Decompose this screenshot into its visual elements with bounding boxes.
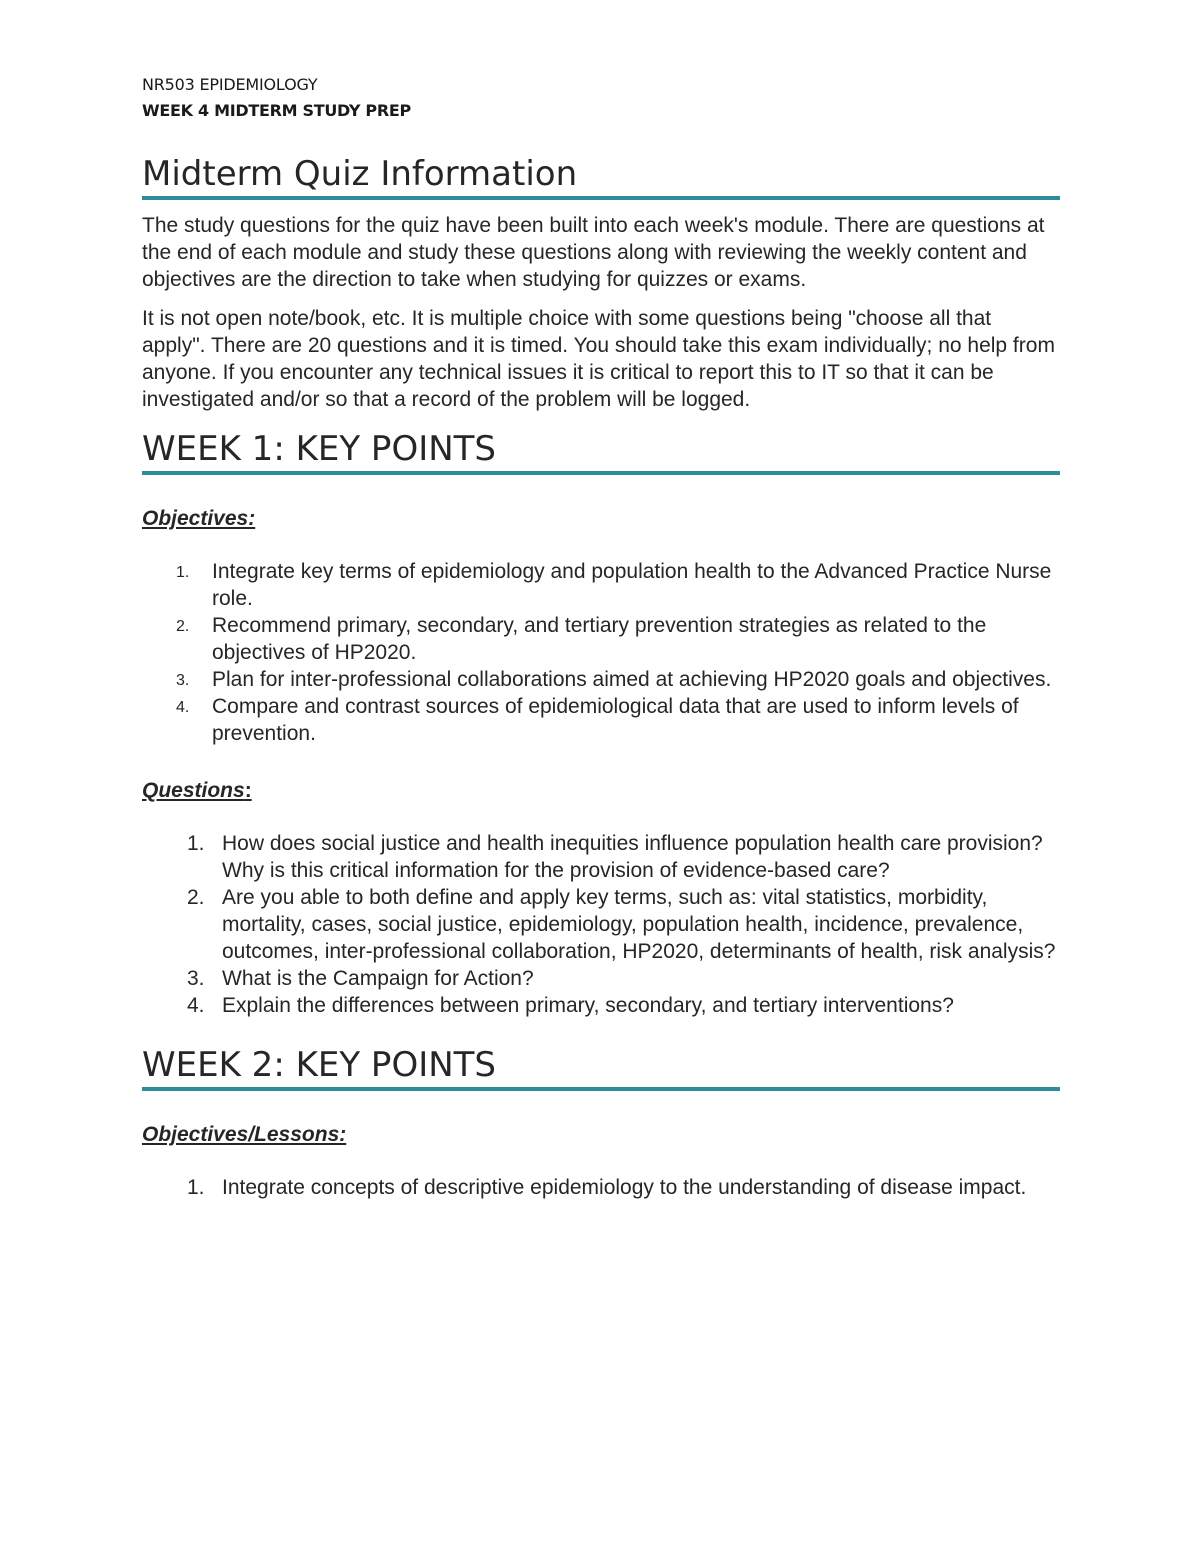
list-item bbox=[142, 830, 1060, 884]
list-number: 4. bbox=[176, 699, 190, 716]
list-item-text: Integrate concepts of descriptive epidemiology to the understanding of disease impact. bbox=[222, 1176, 1027, 1199]
list-number: 1. bbox=[187, 1176, 205, 1199]
week1-questions-list bbox=[142, 830, 1060, 1019]
list-item bbox=[142, 693, 1060, 747]
midterm-heading: Midterm Quiz Information bbox=[142, 154, 1060, 200]
list-item bbox=[142, 1174, 1060, 1201]
list-item bbox=[142, 612, 1060, 666]
list-number: 2. bbox=[187, 886, 205, 909]
list-item-text: What is the Campaign for Action? bbox=[222, 967, 534, 990]
list-item-text: Integrate key terms of epidemiology and population health to the Advanced Practice Nurse role. bbox=[212, 560, 1052, 610]
questions-label-colon: : bbox=[244, 779, 252, 802]
week2-heading: WEEK 2: KEY POINTS bbox=[142, 1045, 1060, 1091]
course-header: NR503 EPIDEMIOLOGY bbox=[142, 75, 318, 94]
list-item-text: Compare and contrast sources of epidemiological data that are used to inform levels of prevention. bbox=[212, 695, 1019, 745]
midterm-paragraph-1: The study questions for the quiz have been built into each week's module. There are questions at the end of each module and study these questions along with reviewing the weekly content and objectives are the direction to take when studying for quizzes or exams. bbox=[142, 214, 1045, 291]
list-item-text: Are you able to both define and apply key terms, such as: vital statistics, morbidity, mortality, cases, social justice, epidemiology, population health, incidence, prevalence, outcomes, inter-professional collaboration, HP2020, determinants of health, risk analysis? bbox=[222, 886, 1056, 963]
list-item bbox=[142, 884, 1060, 965]
week1-heading: WEEK 1: KEY POINTS bbox=[142, 429, 1060, 475]
list-item-text: Recommend primary, secondary, and tertiary prevention strategies as related to the objectives of HP2020. bbox=[212, 614, 987, 664]
list-number: 3. bbox=[187, 967, 205, 990]
list-item bbox=[142, 666, 1060, 693]
list-number: 2. bbox=[176, 618, 190, 635]
list-number: 1. bbox=[187, 832, 205, 855]
list-item bbox=[142, 965, 1060, 992]
document-subtitle: WEEK 4 MIDTERM STUDY PREP bbox=[142, 101, 411, 120]
list-item-text: Plan for inter-professional collaborations aimed at achieving HP2020 goals and objectives. bbox=[212, 668, 1052, 691]
week1-questions-label bbox=[142, 777, 1060, 804]
week2-objectives-list bbox=[142, 1174, 1060, 1201]
list-item-text: How does social justice and health inequities influence population health care provision? Why is this critical information for the provision of evidence-based care? bbox=[222, 832, 1043, 882]
week1-objectives-list bbox=[142, 558, 1060, 747]
midterm-paragraph-2: It is not open note/book, etc. It is multiple choice with some questions being "choose all that apply". There are 20 questions and it is timed. You should take this exam individually; no help from anyone. If you encounter any technical issues it is critical to report this to IT so that it can be investigated and/or so that a record of the problem will be logged. bbox=[142, 307, 1055, 411]
document-page bbox=[142, 72, 1060, 1201]
week1-objectives-label: Objectives: bbox=[142, 507, 256, 530]
list-item bbox=[142, 558, 1060, 612]
list-number: 1. bbox=[176, 564, 190, 581]
list-number: 3. bbox=[176, 672, 190, 689]
list-item-text: Explain the differences between primary, secondary, and tertiary interventions? bbox=[222, 994, 954, 1017]
questions-label-text: Questions bbox=[142, 779, 245, 802]
list-item bbox=[142, 992, 1060, 1019]
week2-objectives-label: Objectives/Lessons: bbox=[142, 1123, 347, 1146]
list-number: 4. bbox=[187, 994, 205, 1017]
